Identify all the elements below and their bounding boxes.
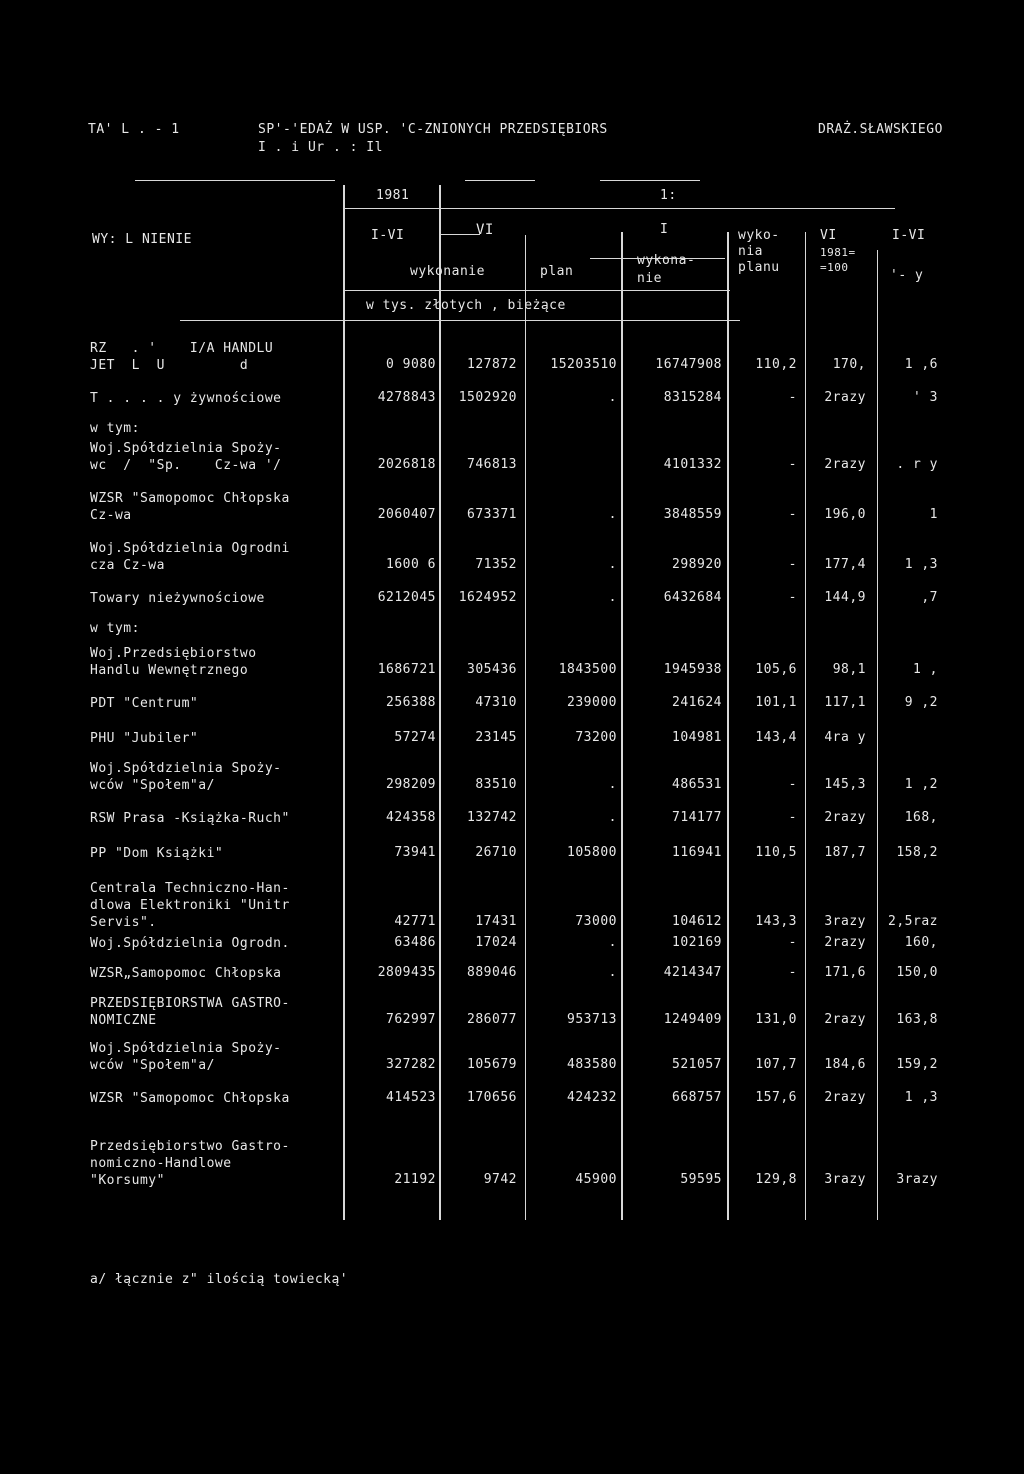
row-label: Woj.Spółdzielnia Spoży- wców "Społem"a/: [90, 1041, 282, 1073]
row-value-c7: 168,: [904, 810, 938, 825]
row-value-c6: 177,4: [824, 557, 866, 572]
row-value-c5: -: [788, 777, 797, 792]
row-value-c3: .: [608, 390, 617, 405]
header-last-column: I-VI: [892, 228, 926, 243]
header-units: w tys. złotych , bieżące: [366, 298, 566, 313]
row-value-c2: 83510: [475, 777, 517, 792]
row-value-c3: .: [608, 810, 617, 825]
row-label: w tym:: [90, 621, 140, 636]
header-plan: plan: [540, 264, 574, 279]
row-value-c1: 6212045: [377, 590, 436, 605]
row-value-c7: 1 ,2: [904, 777, 938, 792]
row-value-c5: 143,4: [755, 730, 797, 745]
row-value-c2: 71352: [475, 557, 517, 572]
row-value-c4: 241624: [672, 695, 722, 710]
row-value-c7: 160,: [904, 935, 938, 950]
row-value-c4: 4101332: [663, 457, 722, 472]
row-value-c5: -: [788, 507, 797, 522]
row-value-c7: 3razy: [896, 1172, 938, 1187]
table-title-line2: I . i Ur . : Il: [258, 140, 383, 155]
header-wykonanie-percent: wyko- nia planu: [738, 228, 780, 275]
row-value-c1: 414523: [386, 1090, 436, 1105]
row-value-c2: 673371: [467, 507, 517, 522]
row-value-c6: 98,1: [832, 662, 866, 677]
row-value-c3: .: [608, 507, 617, 522]
row-value-c4: 102169: [672, 935, 722, 950]
row-value-c1: 0 9080: [386, 357, 436, 372]
row-label: PRZEDSIĘBIORSTWA GASTRO- NOMICZNE: [90, 996, 290, 1028]
row-label: RSW Prasa -Książka-Ruch": [90, 811, 290, 826]
row-value-c2: 127872: [467, 357, 517, 372]
row-value-c6: 187,7: [824, 845, 866, 860]
row-value-c5: -: [788, 457, 797, 472]
row-value-c4: 104612: [672, 914, 722, 929]
row-value-c6: 170,: [832, 357, 866, 372]
row-value-c7: 9 ,2: [904, 695, 938, 710]
row-value-c2: 17431: [475, 914, 517, 929]
row-value-c1: 1600 6: [386, 557, 436, 572]
header-bottom-rule: [180, 320, 740, 321]
header-year-comparison: 1981= =100: [820, 246, 856, 274]
header-wykonanie: wykonanie: [410, 264, 485, 279]
row-value-c1: 73941: [394, 845, 436, 860]
row-value-c4: 16747908: [655, 357, 722, 372]
row-value-c5: 129,8: [755, 1172, 797, 1187]
row-label: PHU "Jubiler": [90, 731, 199, 746]
row-label: PDT "Centrum": [90, 696, 199, 711]
row-value-c4: 1945938: [663, 662, 722, 677]
row-value-c2: 286077: [467, 1012, 517, 1027]
row-value-c4: 8315284: [663, 390, 722, 405]
row-label: Centrala Techniczno-Han- dlowa Elektroniki "Unitr Servis".: [90, 881, 290, 930]
row-value-c1: 2060407: [377, 507, 436, 522]
row-value-c2: 889046: [467, 965, 517, 980]
row-value-c1: 21192: [394, 1172, 436, 1187]
row-value-c2: 9742: [483, 1172, 517, 1187]
row-value-c4: 3848559: [663, 507, 722, 522]
row-value-c5: -: [788, 935, 797, 950]
row-value-c7: 158,2: [896, 845, 938, 860]
row-value-c3: 15203510: [550, 357, 617, 372]
row-value-c2: 1502920: [458, 390, 517, 405]
row-value-c6: 3razy: [824, 1172, 866, 1187]
row-value-c5: 110,2: [755, 357, 797, 372]
row-value-c6: 3razy: [824, 914, 866, 929]
row-value-c3: 45900: [575, 1172, 617, 1187]
row-value-c3: 239000: [567, 695, 617, 710]
row-value-c5: -: [788, 810, 797, 825]
row-value-c3: .: [608, 777, 617, 792]
row-value-c2: 26710: [475, 845, 517, 860]
row-value-c1: 4278843: [377, 390, 436, 405]
row-value-c4: 298920: [672, 557, 722, 572]
row-value-c2: 23145: [475, 730, 517, 745]
row-value-c7: 1: [929, 507, 938, 522]
row-value-c7: 150,0: [896, 965, 938, 980]
row-value-c6: 145,3: [824, 777, 866, 792]
row-value-c5: 157,6: [755, 1090, 797, 1105]
row-label: WZSR "Samopomoc Chłopska Cz-wa: [90, 491, 290, 523]
row-value-c3: 73200: [575, 730, 617, 745]
row-value-c6: 4ra y: [824, 730, 866, 745]
row-value-c1: 256388: [386, 695, 436, 710]
row-value-c6: 2razy: [824, 935, 866, 950]
row-label: Przedsiębiorstwo Gastro- nomiczno-Handlowe "Korsumy": [90, 1139, 290, 1188]
header-vi: VI: [476, 222, 494, 238]
footnote: a/ łącznie z" ilością towiecką': [90, 1272, 349, 1287]
row-label: Woj.Spółdzielnia Spoży- wców "Społem"a/: [90, 761, 282, 793]
row-value-c2: 105679: [467, 1057, 517, 1072]
table-title-right: DRAŻ.SŁAWSKIEGO: [818, 122, 943, 137]
row-value-c3: .: [608, 935, 617, 950]
row-value-c5: 107,7: [755, 1057, 797, 1072]
header-name-column: WY: L NIENIE: [92, 232, 192, 247]
row-value-c2: 170656: [467, 1090, 517, 1105]
row-value-c3: .: [608, 590, 617, 605]
row-value-c1: 2026818: [377, 457, 436, 472]
header-year-prev: 1981: [376, 188, 410, 203]
row-value-c4: 486531: [672, 777, 722, 792]
row-value-c1: 1686721: [377, 662, 436, 677]
row-value-c1: 327282: [386, 1057, 436, 1072]
header-last-column-sub: '- y: [890, 268, 924, 283]
row-value-c7: 159,2: [896, 1057, 938, 1072]
row-value-c5: -: [788, 590, 797, 605]
row-label: Towary nieżywnościowe: [90, 591, 265, 606]
row-value-c5: 110,5: [755, 845, 797, 860]
row-value-c7: 1 ,3: [904, 1090, 938, 1105]
header-i-vi: I-VI: [371, 228, 405, 243]
row-value-c1: 2809435: [377, 965, 436, 980]
row-value-c2: 305436: [467, 662, 517, 677]
row-label: Woj.Spółdzielnia Ogrodn.: [90, 936, 290, 951]
row-value-c7: ,7: [921, 590, 938, 605]
table-number: TA' L . - 1: [88, 122, 180, 137]
row-value-c6: 117,1: [824, 695, 866, 710]
row-value-c5: -: [788, 965, 797, 980]
header-wykonanie2: wykona- nie: [637, 253, 696, 286]
row-value-c7: ' 3: [913, 390, 938, 405]
header-year-cur: 1:: [660, 188, 677, 203]
row-label: WZSR "Samopomoc Chłopska: [90, 1091, 290, 1106]
row-value-c1: 762997: [386, 1012, 436, 1027]
row-label: w tym:: [90, 421, 140, 436]
row-value-c1: 57274: [394, 730, 436, 745]
row-value-c6: 2razy: [824, 390, 866, 405]
row-value-c7: 163,8: [896, 1012, 938, 1027]
row-value-c4: 6432684: [663, 590, 722, 605]
row-value-c4: 59595: [680, 1172, 722, 1187]
row-value-c4: 116941: [672, 845, 722, 860]
row-label: WZSR„Samopomoc Chłopska: [90, 966, 282, 981]
header-top-rule: [135, 180, 335, 181]
header-vi-right: VI: [820, 228, 837, 243]
header-i-mark: I: [660, 222, 669, 237]
row-label: Woj.Przedsiębiorstwo Handlu Wewnętrznego: [90, 646, 257, 678]
row-value-c7: 1 ,: [913, 662, 938, 677]
row-value-c7: 2,5raz: [888, 914, 938, 929]
row-value-c4: 4214347: [663, 965, 722, 980]
row-value-c4: 1249409: [663, 1012, 722, 1027]
row-value-c3: 953713: [567, 1012, 617, 1027]
row-label: Woj.Spółdzielnia Ogrodni cza Cz-wa: [90, 541, 290, 573]
row-label: Woj.Spółdzielnia Spoży- wc / "Sp. Cz-wa '/: [90, 441, 282, 473]
row-value-c3: .: [608, 965, 617, 980]
row-value-c5: -: [788, 390, 797, 405]
row-value-c3: .: [608, 557, 617, 572]
row-value-c3: 483580: [567, 1057, 617, 1072]
row-value-c6: 2razy: [824, 810, 866, 825]
row-value-c2: 47310: [475, 695, 517, 710]
row-value-c7: 1 ,3: [904, 557, 938, 572]
row-value-c1: 42771: [394, 914, 436, 929]
row-value-c6: 2razy: [824, 457, 866, 472]
row-value-c7: . r y: [896, 457, 938, 472]
row-value-c6: 2razy: [824, 1090, 866, 1105]
row-value-c1: 424358: [386, 810, 436, 825]
row-value-c7: 1 ,6: [904, 357, 938, 372]
table-title-line1: SP'-'EDAŻ W USP. 'C-ZNIONYCH PRZEDSIĘBIORS: [258, 122, 608, 137]
row-value-c6: 171,6: [824, 965, 866, 980]
row-value-c3: 1843500: [558, 662, 617, 677]
row-value-c6: 196,0: [824, 507, 866, 522]
row-value-c2: 132742: [467, 810, 517, 825]
row-value-c3: 73000: [575, 914, 617, 929]
row-value-c3: 105800: [567, 845, 617, 860]
row-value-c2: 746813: [467, 457, 517, 472]
row-label: T . . . . y żywnościowe: [90, 391, 282, 406]
row-value-c5: 101,1: [755, 695, 797, 710]
row-value-c6: 184,6: [824, 1057, 866, 1072]
row-value-c6: 2razy: [824, 1012, 866, 1027]
row-value-c4: 668757: [672, 1090, 722, 1105]
row-label: PP "Dom Książki": [90, 846, 224, 861]
row-value-c5: 143,3: [755, 914, 797, 929]
row-value-c1: 298209: [386, 777, 436, 792]
row-value-c4: 714177: [672, 810, 722, 825]
row-value-c5: 131,0: [755, 1012, 797, 1027]
row-value-c5: 105,6: [755, 662, 797, 677]
row-value-c2: 17024: [475, 935, 517, 950]
row-label: RZ . ' I/A HANDLU JET L U d: [90, 341, 274, 373]
row-value-c4: 104981: [672, 730, 722, 745]
row-value-c2: 1624952: [458, 590, 517, 605]
row-value-c6: 144,9: [824, 590, 866, 605]
row-value-c4: 521057: [672, 1057, 722, 1072]
row-value-c1: 63486: [394, 935, 436, 950]
row-value-c5: -: [788, 557, 797, 572]
row-value-c3: 424232: [567, 1090, 617, 1105]
